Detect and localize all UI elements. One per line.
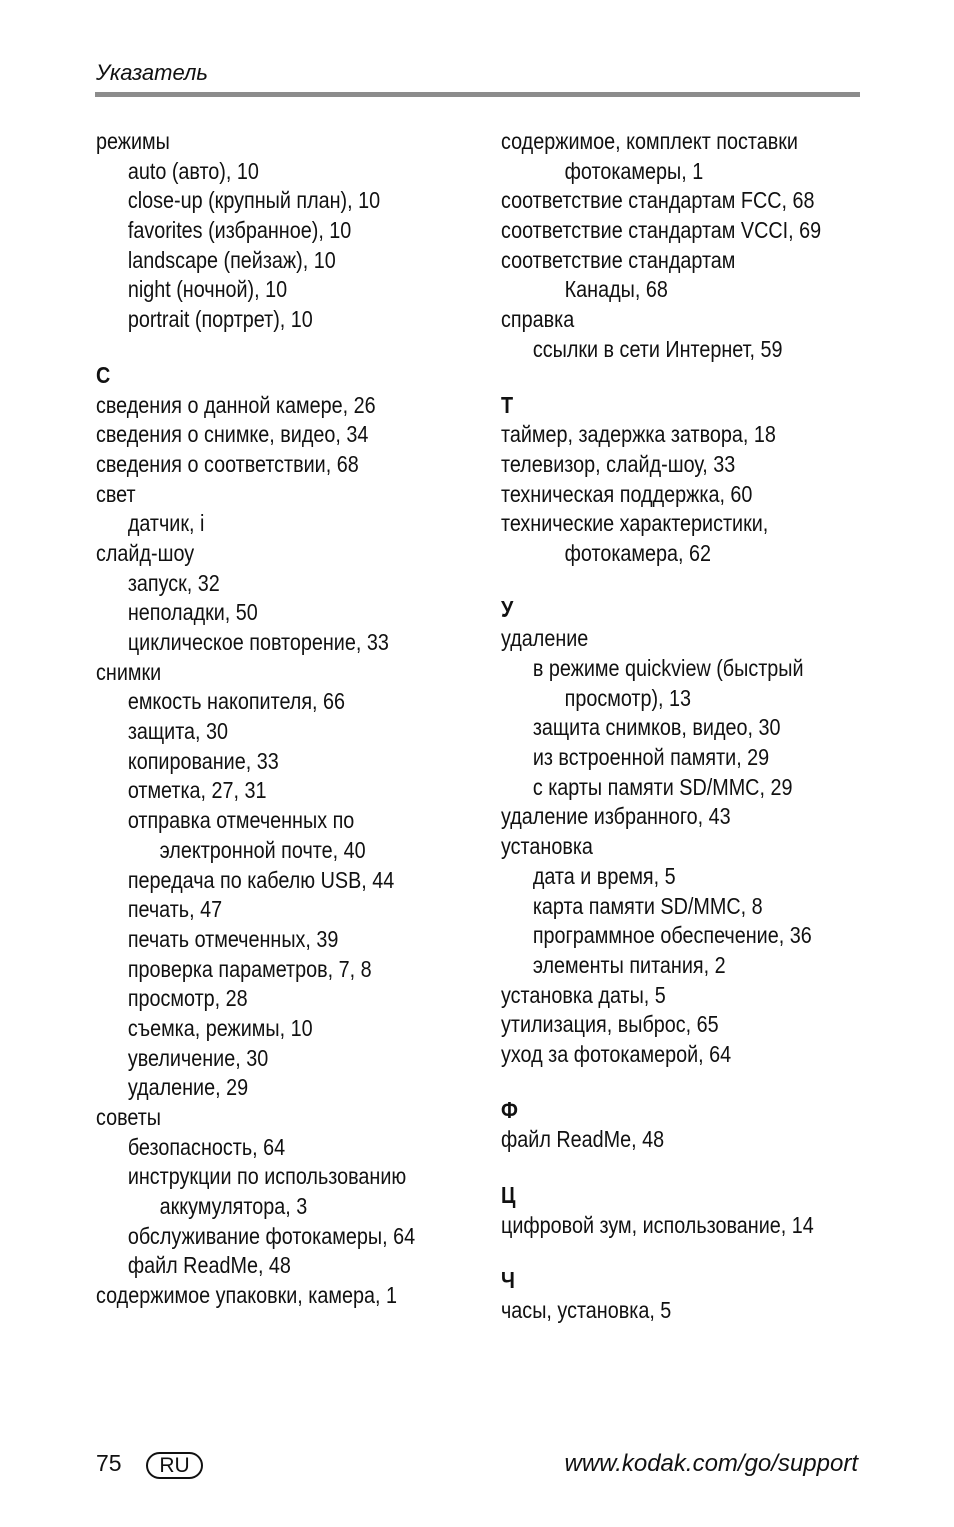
index-subentry: auto (авто), 10	[127, 157, 259, 184]
section-spacer	[501, 569, 901, 595]
section-spacer	[501, 1155, 901, 1181]
index-subentry: файл ReadMe, 48	[127, 1252, 291, 1279]
index-subentry: инструкции по использованию	[127, 1163, 407, 1190]
index-column-right	[501, 127, 901, 1326]
index-entry: содержимое, комплект поставки	[501, 128, 798, 154]
index-entry: технические характеристики,	[501, 510, 769, 537]
index-entry: таймер, задержка затвора, 18	[501, 421, 776, 448]
section-spacer	[96, 335, 496, 361]
index-entry: снимки	[96, 658, 162, 685]
index-subentry: фотокамера, 62	[564, 539, 712, 566]
index-entry: сведения о данной камере, 26	[96, 391, 376, 418]
support-url-link[interactable]: www.kodak.com/go/support	[564, 1450, 858, 1477]
index-entry: установка даты, 5	[501, 981, 666, 1008]
index-subentry: увеличение, 30	[127, 1044, 269, 1071]
index-subentry: обслуживание фотокамеры, 64	[127, 1222, 416, 1249]
index-section-letter: У	[501, 595, 514, 622]
index-subentry: Канады, 68	[564, 276, 668, 303]
index-section-letter: Ц	[501, 1182, 516, 1208]
index-subentry: копирование, 33	[127, 747, 279, 774]
index-subentry: просмотр), 13	[564, 684, 692, 711]
index-subentry: программное обеспечение, 36	[532, 922, 812, 949]
index-subentry: передача по кабелю USB, 44	[127, 866, 395, 893]
index-section-letter: С	[96, 361, 111, 388]
index-subentry: электронной почте, 40	[159, 836, 366, 863]
page-number: 75	[96, 1450, 122, 1476]
index-subentry: close-up (крупный план), 10	[127, 187, 381, 214]
index-entry: советы	[96, 1104, 162, 1130]
index-subentry: неполадки, 50	[127, 599, 258, 626]
index-entry: соответствие стандартам	[501, 246, 736, 273]
index-subentry: циклическое повторение, 33	[127, 629, 389, 655]
index-subentry: дата и время, 5	[532, 862, 676, 889]
index-entry: содержимое упаковки, камера, 1	[96, 1282, 397, 1309]
index-entry: соответствие стандартам VCCI, 69	[501, 217, 822, 244]
index-subentry: ссылки в сети Интернет, 59	[532, 335, 783, 362]
language-badge: RU	[146, 1452, 203, 1479]
section-spacer	[501, 1240, 901, 1266]
index-subentry: фотокамеры, 1	[564, 157, 704, 184]
index-subentry: емкость накопителя, 66	[127, 688, 346, 715]
index-entry: режимы	[96, 128, 170, 154]
index-subentry: печать, 47	[127, 896, 223, 923]
section-spacer	[501, 1070, 901, 1096]
section-spacer	[501, 365, 901, 391]
index-entry: цифровой зум, использование, 14	[501, 1211, 814, 1238]
index-entry: установка	[501, 833, 593, 860]
index-entry: телевизор, слайд-шоу, 33	[501, 450, 736, 477]
index-subentry: печать отмеченных, 39	[127, 925, 339, 952]
page-header-title: Указатель	[96, 60, 208, 85]
index-subentry: защита, 30	[127, 718, 229, 745]
index-subentry: аккумулятора, 3	[159, 1193, 308, 1220]
index-entry: сведения о соответствии, 68	[96, 450, 359, 477]
index-column-left	[96, 127, 496, 1311]
index-entry: удаление избранного, 43	[501, 803, 731, 830]
index-section-letter: Т	[501, 391, 514, 418]
index-subentry: датчик, i	[127, 510, 205, 537]
index-entry: утилизация, выброс, 65	[501, 1011, 719, 1038]
index-entry: файл ReadMe, 48	[501, 1126, 665, 1153]
index-subentry: отправка отмеченных по	[127, 807, 355, 834]
index-entry: справка	[501, 306, 575, 333]
index-entry: соответствие стандартам FCC, 68	[501, 187, 815, 214]
index-subentry: защита снимков, видео, 30	[532, 714, 781, 741]
index-subentry: landscape (пейзаж), 10	[127, 246, 336, 273]
index-subentry: проверка параметров, 7, 8	[127, 955, 372, 982]
index-section-letter: Ф	[501, 1096, 518, 1123]
index-subentry: в режиме quickview (быстрый	[532, 655, 804, 681]
index-subentry: съемка, режимы, 10	[127, 1014, 313, 1041]
index-subentry: просмотр, 28	[127, 985, 248, 1012]
index-subentry: элементы питания, 2	[532, 951, 726, 978]
index-subentry: удаление, 29	[127, 1074, 249, 1101]
index-entry: техническая поддержка, 60	[501, 480, 753, 507]
index-subentry: карта памяти SD/MMC, 8	[532, 892, 763, 919]
index-subentry: portrait (портрет), 10	[127, 306, 313, 333]
index-subentry: безопасность, 64	[127, 1133, 286, 1160]
index-subentry: night (ночной), 10	[127, 276, 288, 303]
header-divider	[95, 92, 860, 97]
index-subentry: отметка, 27, 31	[127, 777, 267, 804]
index-subentry: favorites (избранное), 10	[127, 217, 352, 244]
index-section-letter: Ч	[501, 1267, 515, 1294]
index-entry: уход за фотокамерой, 64	[501, 1040, 732, 1067]
index-entry: сведения о снимке, видео, 34	[96, 421, 369, 448]
index-entry: слайд-шоу	[96, 539, 195, 566]
index-subentry: запуск, 32	[127, 569, 220, 596]
index-subentry: из встроенной памяти, 29	[532, 744, 770, 771]
index-subentry: с карты памяти SD/MMC, 29	[532, 773, 793, 800]
index-entry: свет	[96, 480, 136, 507]
index-entry: часы, установка, 5	[501, 1297, 672, 1324]
index-entry: удаление	[501, 625, 589, 652]
